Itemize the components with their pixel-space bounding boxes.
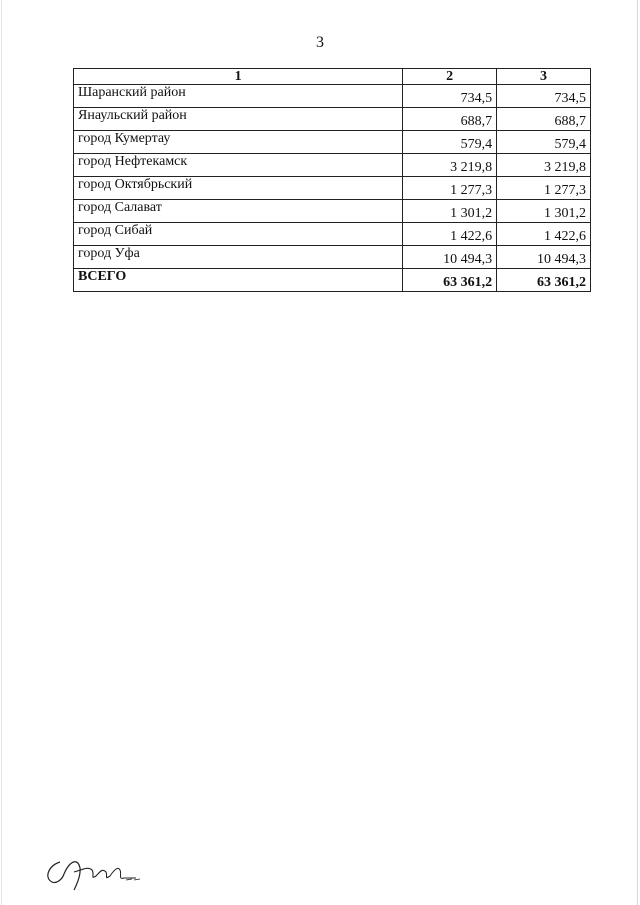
row-name: Шаранский район bbox=[74, 85, 403, 108]
table-row bbox=[74, 200, 591, 223]
row-value-col3: 688,7 bbox=[497, 108, 591, 131]
row-value-col2: 1 301,2 bbox=[403, 200, 497, 223]
row-value-col2: 10 494,3 bbox=[403, 246, 497, 269]
table-row bbox=[74, 246, 591, 269]
row-value-col3: 10 494,3 bbox=[497, 246, 591, 269]
total-value-col3: 63 361,2 bbox=[497, 269, 591, 292]
row-name: город Уфа bbox=[74, 246, 403, 269]
table-row bbox=[74, 108, 591, 131]
page-number: 3 bbox=[316, 34, 324, 51]
row-value-col3: 1 301,2 bbox=[497, 200, 591, 223]
row-value-col3: 1 277,3 bbox=[497, 177, 591, 200]
row-value-col3: 734,5 bbox=[497, 85, 591, 108]
table-row bbox=[74, 131, 591, 154]
row-value-col2: 579,4 bbox=[403, 131, 497, 154]
row-name: город Кумертау bbox=[74, 131, 403, 154]
row-name: город Октябрьский bbox=[74, 177, 403, 200]
header-col-2: 2 bbox=[403, 69, 497, 85]
table-header-row bbox=[74, 69, 591, 85]
row-name: город Сибай bbox=[74, 223, 403, 246]
scan-edge-left bbox=[1, 0, 2, 905]
row-value-col2: 1 277,3 bbox=[403, 177, 497, 200]
header-col-1: 1 bbox=[74, 69, 403, 85]
scan-edge-right bbox=[637, 0, 638, 905]
row-value-col2: 3 219,8 bbox=[403, 154, 497, 177]
row-value-col2: 688,7 bbox=[403, 108, 497, 131]
total-value-col2: 63 361,2 bbox=[403, 269, 497, 292]
table-row bbox=[74, 223, 591, 246]
row-value-col2: 1 422,6 bbox=[403, 223, 497, 246]
row-value-col3: 3 219,8 bbox=[497, 154, 591, 177]
row-value-col3: 579,4 bbox=[497, 131, 591, 154]
signature-icon bbox=[40, 852, 150, 892]
table-row bbox=[74, 85, 591, 108]
total-row bbox=[74, 269, 591, 292]
row-value-col2: 734,5 bbox=[403, 85, 497, 108]
total-label: ВСЕГО bbox=[74, 269, 403, 292]
header-col-3: 3 bbox=[497, 69, 591, 85]
row-name: город Нефтекамск bbox=[74, 154, 403, 177]
data-table bbox=[73, 68, 591, 292]
row-name: город Салават bbox=[74, 200, 403, 223]
table-row bbox=[74, 177, 591, 200]
row-value-col3: 1 422,6 bbox=[497, 223, 591, 246]
table-row bbox=[74, 154, 591, 177]
row-name: Янаульский район bbox=[74, 108, 403, 131]
